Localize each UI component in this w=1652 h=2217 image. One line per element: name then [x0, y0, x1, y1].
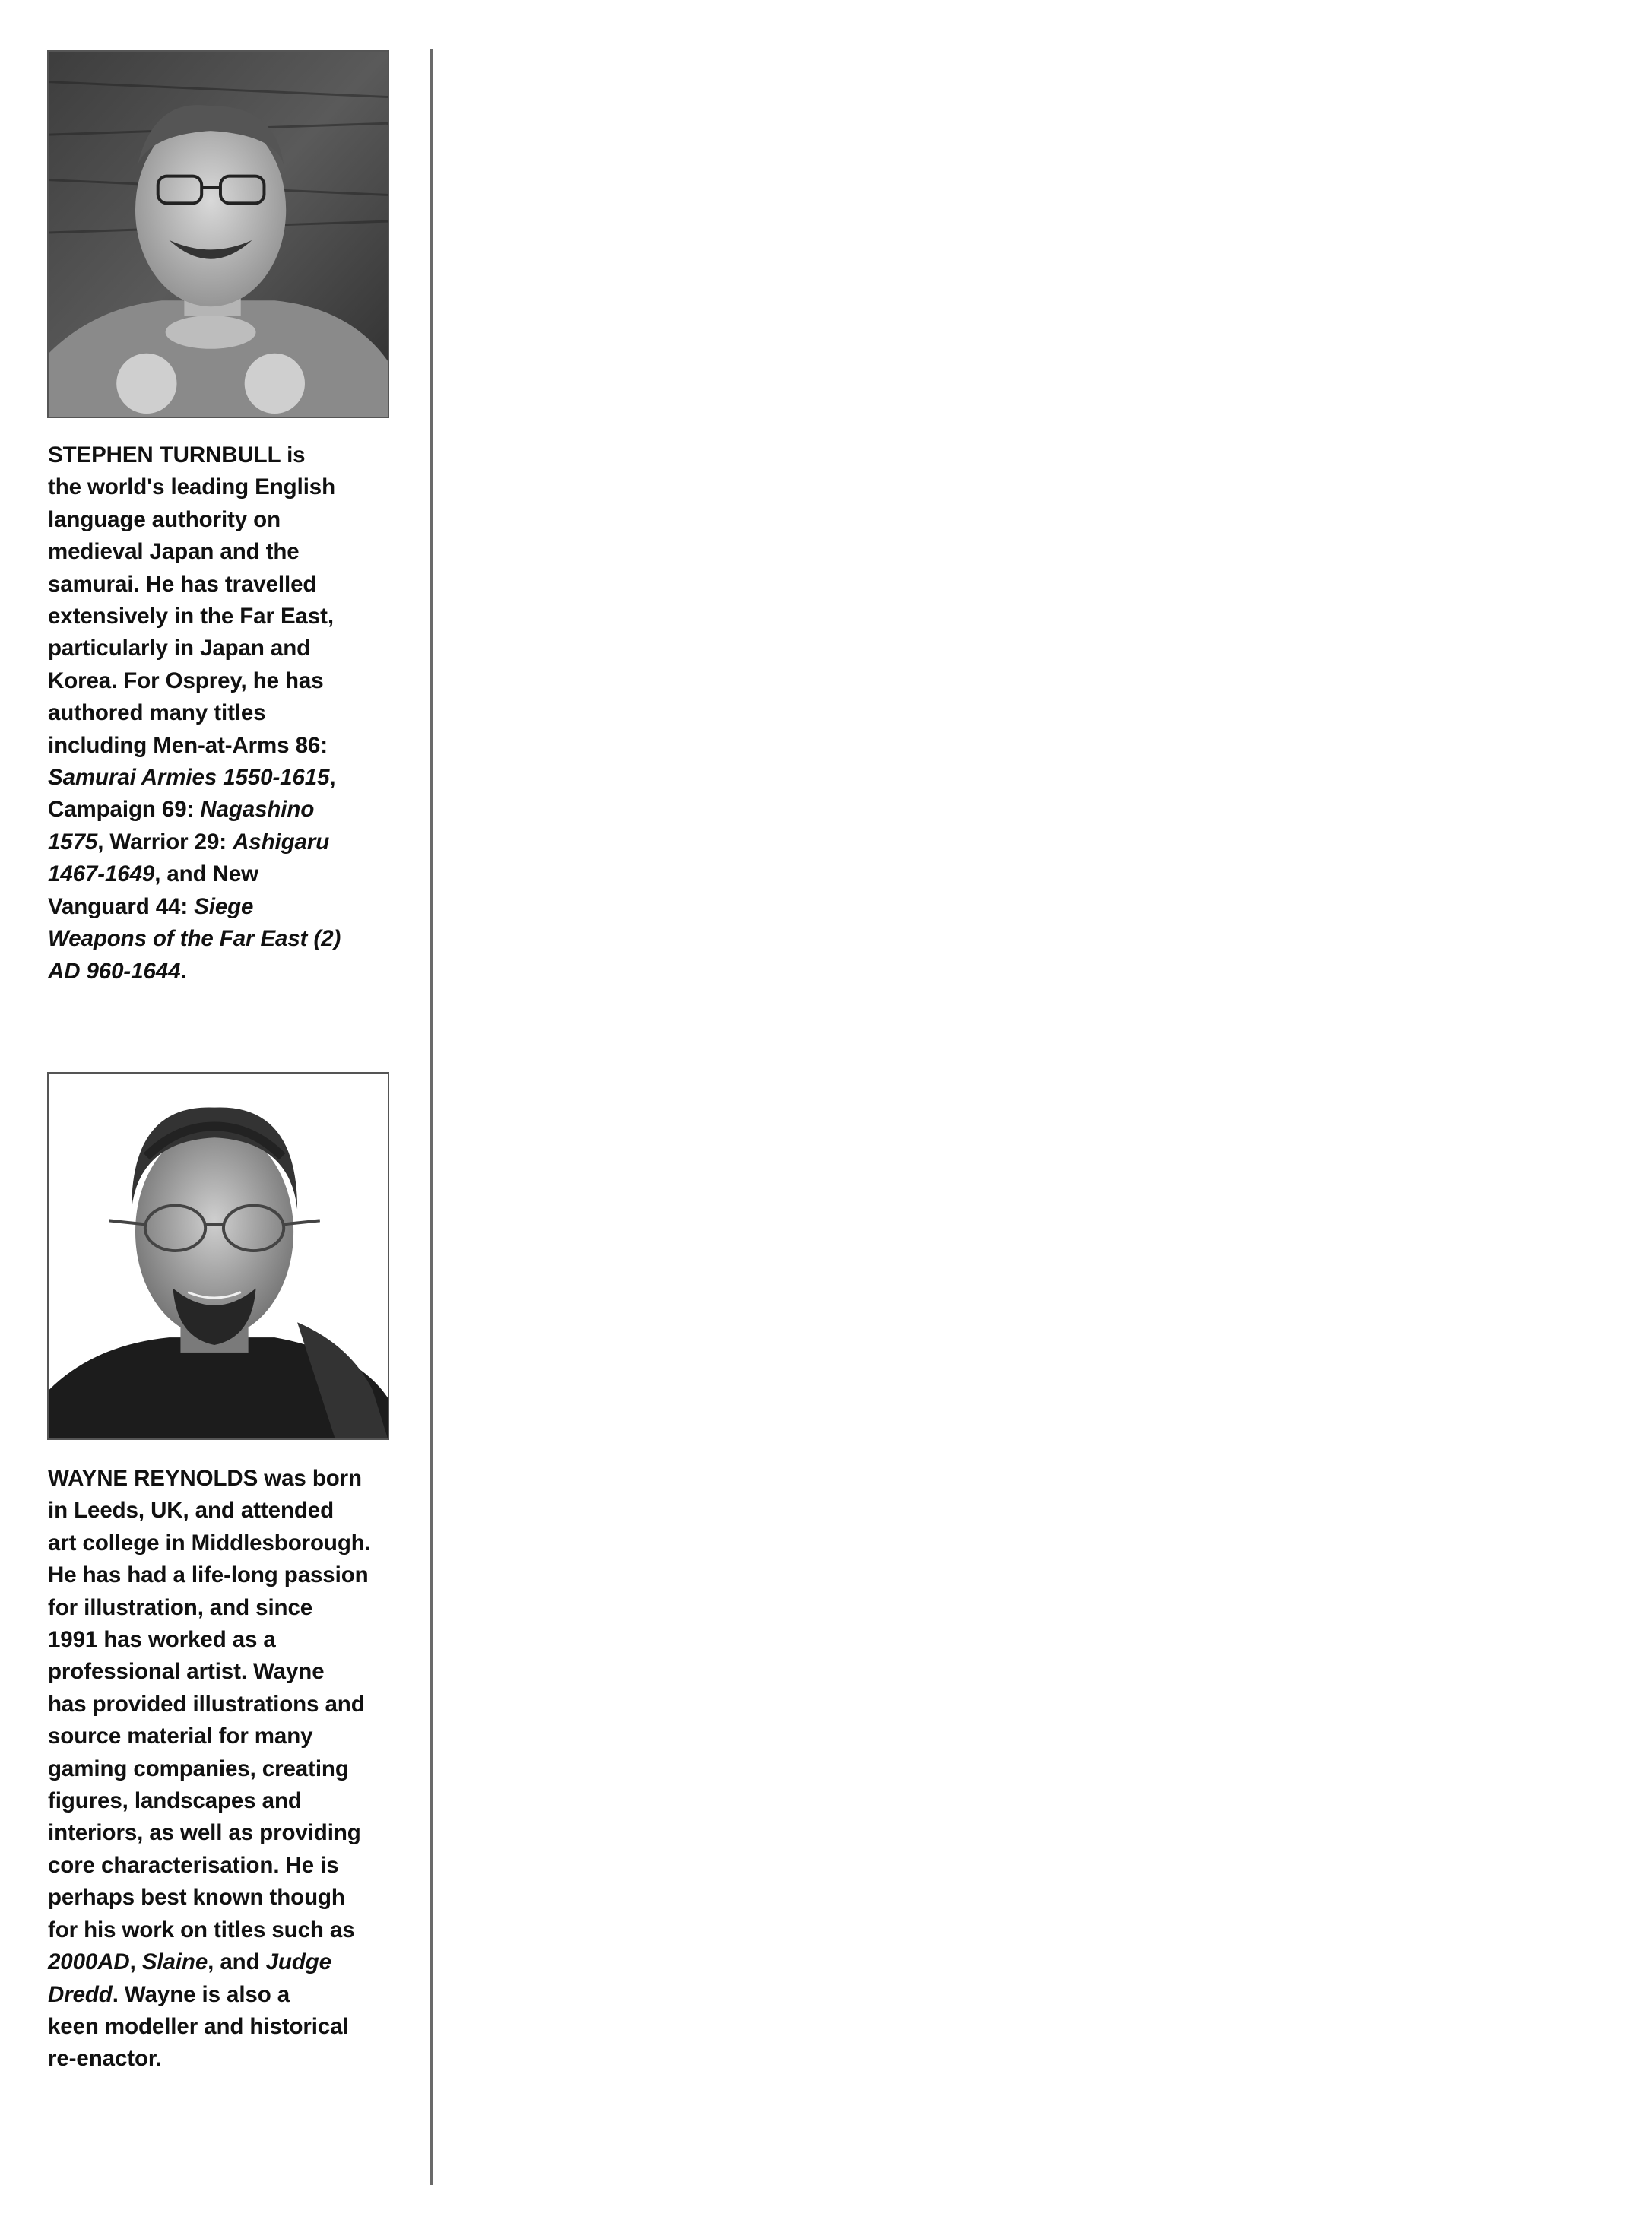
illustrator-bio-line: keen modeller and historical [48, 2013, 349, 2039]
illustrator-bio-line: re-enactor. [48, 2046, 162, 2072]
author-bio-line: language authority on [48, 506, 281, 532]
illustrator-bio-line: WAYNE REYNOLDS was born [48, 1466, 362, 1491]
illustrator-photo [47, 1072, 389, 1440]
illustrator-bio [48, 1463, 398, 2076]
author-bio-line: particularly in Japan and [48, 636, 311, 661]
illustrator-bio-line: interiors, as well as providing [48, 1820, 361, 1846]
illustrator-bio-line: in Leeds, UK, and attended [48, 1498, 335, 1524]
author-bio-line: Korea. For Osprey, he has [48, 668, 324, 693]
illustrator-bio-line: perhaps best known though [48, 1885, 345, 1911]
author-bio-line: extensively in the Far East, [48, 604, 334, 630]
book-title: Ashigaru [233, 829, 330, 855]
book-title: Samurai Armies 1550-1615 [48, 765, 330, 791]
author-bio [48, 439, 398, 988]
author-bio-line: including Men-at-Arms 86: [48, 732, 328, 758]
comic-title: Slaine [141, 1949, 208, 1975]
book-title: Weapons of the Far East (2) [48, 926, 341, 952]
illustrator-bio-line: He has had a life-long passion [48, 1562, 369, 1588]
book-title: Siege [194, 893, 254, 919]
illustrator-bio-line: for illustration, and since [48, 1594, 313, 1620]
author-bio-line: authored many titles [48, 700, 266, 726]
author-bio-line: Vanguard 44: Siege [48, 893, 254, 919]
illustrator-bio-line: 2000AD, Slaine, and Judge [48, 1949, 331, 1975]
author-bio-line: AD 960-1644. [48, 958, 187, 984]
author-photo [47, 50, 389, 418]
author-bio-line: samurai. He has travelled [48, 571, 317, 597]
illustrator-bio-line: has provided illustrations and [48, 1691, 365, 1717]
illustrator-bio-line: professional artist. Wayne [48, 1659, 325, 1685]
illustrator-bio-line: figures, landscapes and [48, 1788, 302, 1814]
book-title: AD 960-1644 [48, 958, 181, 984]
illustrator-bio-line: core characterisation. He is [48, 1852, 339, 1878]
book-title: 1575 [48, 829, 98, 855]
author-bio-line: 1467-1649, and New [48, 861, 258, 887]
author-bio-line: Samurai Armies 1550-1615, [48, 765, 336, 791]
comic-title: 2000AD [48, 1949, 130, 1975]
illustrator-bio-line: Dredd. Wayne is also a [48, 1981, 290, 2007]
book-title: 1467-1649 [48, 861, 155, 887]
illustrator-bio-line: art college in Middlesborough. [48, 1530, 371, 1556]
illustrator-bio-line: for his work on titles such as [48, 1917, 355, 1943]
author-bio-line [48, 923, 398, 955]
author-bio-line: 1575, Warrior 29: Ashigaru [48, 829, 330, 855]
comic-title: Dredd [48, 1981, 113, 2007]
book-title: Nagashino [200, 797, 315, 823]
illustrator-bio-line: 1991 has worked as a [48, 1627, 276, 1653]
author-portrait-photo-icon [49, 52, 388, 417]
author-bio-line: STEPHEN TURNBULL is [48, 442, 306, 468]
author-bio-line: medieval Japan and the [48, 539, 300, 565]
illustrator-bio-line: source material for many [48, 1724, 313, 1749]
illustrator-bio-line: gaming companies, creating [48, 1756, 349, 1781]
author-bio-line: Campaign 69: Nagashino [48, 797, 315, 823]
comic-title: Judge [265, 1949, 331, 1975]
illustrator-portrait-photo-icon [49, 1074, 388, 1438]
column-divider [430, 49, 433, 2185]
author-bio-line: the world's leading English [48, 474, 336, 500]
